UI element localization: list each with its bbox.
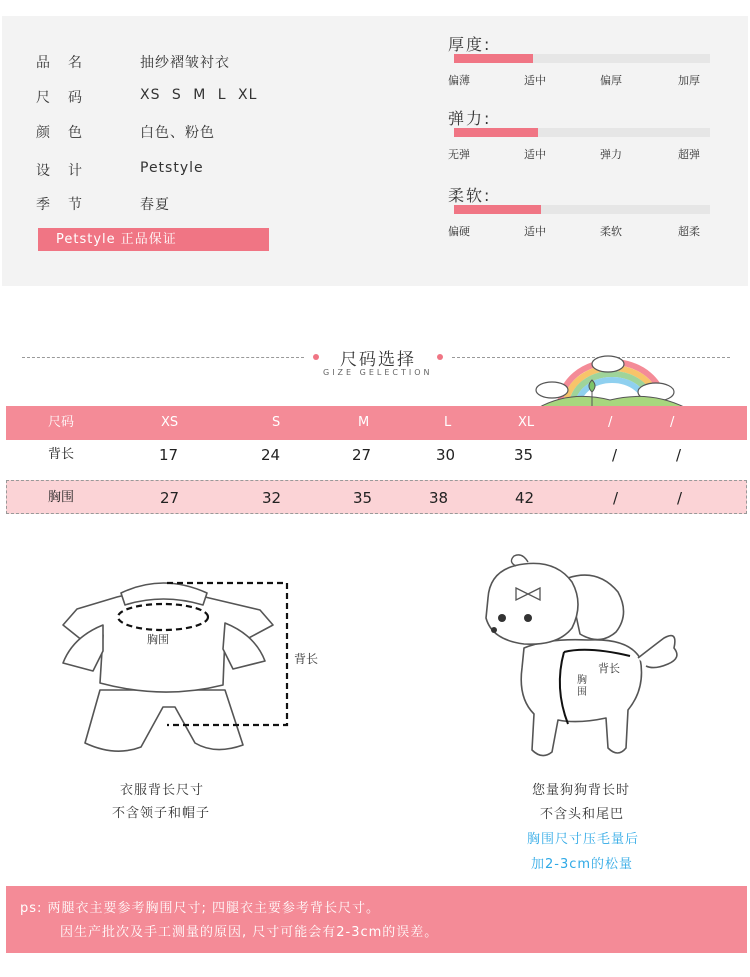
meter-tick: 偏薄 — [448, 74, 470, 87]
header-cell: XS — [161, 415, 179, 430]
info-value: XS S M L XL — [140, 87, 258, 103]
info-row-season — [36, 194, 170, 214]
meter-fill — [454, 128, 538, 137]
product-info-panel — [2, 16, 748, 286]
garment-back-label: 背长 — [294, 652, 319, 666]
info-value: 抽纱褶皱衬衣 — [140, 55, 230, 71]
info-row-size — [36, 87, 257, 107]
table-row — [6, 480, 747, 514]
meter-track — [454, 205, 710, 214]
row-label: 胸围 — [48, 490, 75, 505]
meter-fill — [454, 205, 541, 214]
table-row — [6, 438, 747, 472]
info-row-color — [36, 122, 215, 142]
table-cell: / — [613, 489, 619, 507]
size-table-header — [6, 406, 747, 440]
header-cell: / — [670, 415, 675, 430]
header-cell: 尺码 — [48, 415, 75, 430]
meter-tick: 加厚 — [678, 74, 700, 87]
meter-title: 柔软: — [448, 186, 492, 205]
table-cell: 17 — [159, 446, 179, 464]
table-cell: 32 — [262, 489, 282, 507]
dot-left — [313, 354, 319, 360]
meter-tick: 超弹 — [678, 148, 700, 161]
header-cell: / — [608, 415, 613, 430]
meter-tick: 无弹 — [448, 148, 470, 161]
meter-softness — [448, 183, 714, 238]
table-cell: 35 — [514, 446, 534, 464]
meter-tick: 弹力 — [600, 148, 622, 161]
info-label: 尺码 — [36, 90, 100, 106]
dog-chest-label: 胸围 — [577, 675, 587, 698]
guarantee-badge: Petstyle 正品保证 — [38, 228, 269, 251]
meter-tick: 偏厚 — [600, 74, 622, 87]
footer-note-line-2: 因生产批次及手工测量的原因, 尺寸可能会有2-3cm的误差。 — [60, 925, 439, 940]
meter-track — [454, 54, 710, 63]
size-section-subtitle: GIZE GELECTION — [323, 368, 433, 377]
row-label: 背长 — [48, 447, 75, 462]
meter-tick: 柔软 — [600, 225, 622, 238]
table-cell: 42 — [515, 489, 535, 507]
meter-thickness — [448, 32, 714, 87]
table-cell: 35 — [353, 489, 373, 507]
size-section-title: 尺码选择 — [340, 350, 416, 370]
meter-track — [454, 128, 710, 137]
info-value: Petstyle — [140, 160, 204, 176]
footer-note-line-1: ps: 两腿衣主要参考胸围尺寸; 四腿衣主要参考背长尺寸。 — [20, 901, 381, 916]
meter-tick: 适中 — [524, 225, 546, 238]
meter-title: 厚度: — [448, 35, 492, 54]
header-cell: M — [358, 415, 370, 430]
table-cell: 38 — [429, 489, 449, 507]
header-cell: XL — [518, 415, 535, 430]
rainbow-illustration — [530, 350, 690, 408]
dog-caption-1: 您量狗狗背长时 — [532, 783, 631, 798]
info-row-name — [36, 52, 230, 72]
meter-tick: 偏硬 — [448, 225, 470, 238]
footer-note — [6, 886, 747, 953]
table-cell: 27 — [352, 446, 372, 464]
meter-title: 弹力: — [448, 109, 492, 128]
dog-back-label: 背长 — [598, 662, 620, 675]
dog-note-2: 加2-3cm的松量 — [531, 857, 634, 872]
table-cell: 24 — [261, 446, 281, 464]
info-label: 颜色 — [36, 125, 100, 141]
meter-tick: 适中 — [524, 148, 546, 161]
dot-right — [437, 354, 443, 360]
info-row-design — [36, 160, 204, 180]
header-cell: S — [272, 415, 281, 430]
dog-caption-2: 不含头和尾巴 — [540, 807, 625, 822]
meter-elasticity — [448, 106, 714, 161]
table-cell: 30 — [436, 446, 456, 464]
garment-caption-1: 衣服背长尺寸 — [120, 783, 205, 798]
divider-left — [22, 357, 304, 358]
meter-tick: 超柔 — [678, 225, 700, 238]
table-cell: 27 — [160, 489, 180, 507]
info-value: 春夏 — [140, 197, 170, 213]
table-cell: / — [676, 446, 682, 464]
info-label: 季节 — [36, 197, 100, 213]
header-cell: L — [444, 415, 452, 430]
dog-illustration — [468, 548, 688, 766]
garment-chest-label: 胸围 — [147, 633, 169, 646]
table-cell: / — [612, 446, 618, 464]
dog-note-1: 胸围尺寸压毛量后 — [527, 832, 640, 847]
meter-fill — [454, 54, 533, 63]
table-cell: / — [677, 489, 683, 507]
meter-tick: 适中 — [524, 74, 546, 87]
garment-caption-2: 不含领子和帽子 — [112, 806, 211, 821]
info-label: 设计 — [36, 163, 100, 179]
info-label: 品名 — [36, 55, 100, 71]
info-value: 白色、粉色 — [140, 125, 215, 141]
